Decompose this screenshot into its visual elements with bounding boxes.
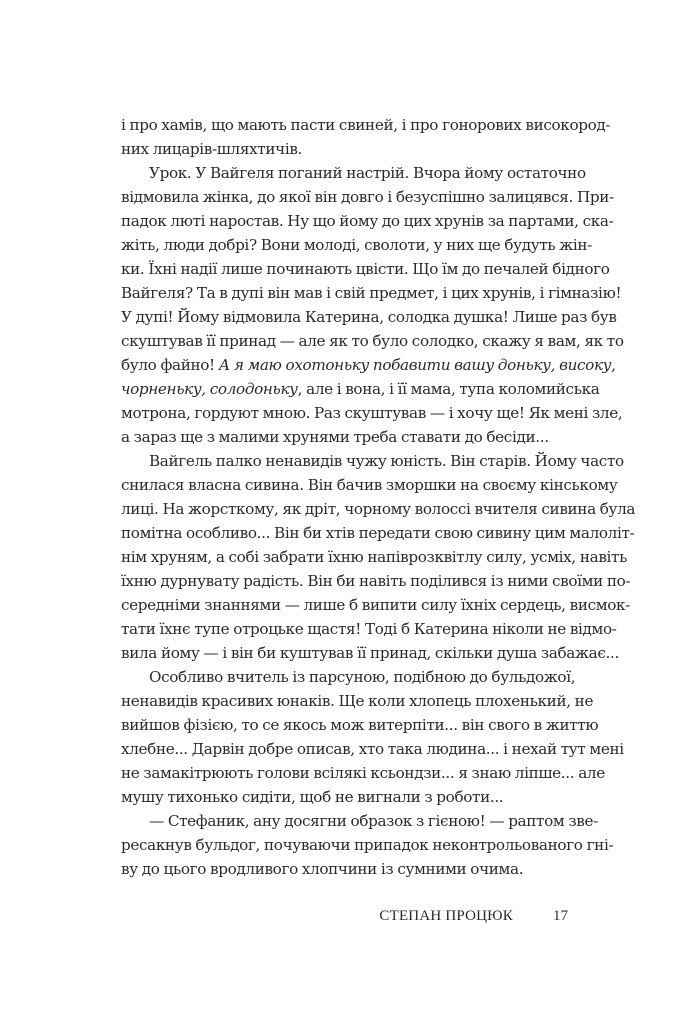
text-line	[121, 305, 617, 329]
text-segment: них лицарів-шляхтичів.	[121, 140, 303, 158]
text-line	[121, 689, 594, 713]
text-line	[121, 401, 623, 425]
text-line	[121, 329, 624, 353]
text-segment: було файно!	[121, 356, 219, 374]
text-segment: жіть, люди добрі? Вони молоді, сволоти, у них ще будуть жін-	[121, 236, 592, 254]
text-segment: не замакітрюють голови всілякі ксьондзи... я знаю ліпше... але	[121, 764, 605, 782]
text-line	[121, 617, 617, 641]
text-segment: снилася власна сивина. Він бачив зморшки на своєму кінському	[121, 476, 618, 494]
text-segment: а зараз ще з малими хрунями треба ставати до бесіди...	[121, 428, 549, 446]
text-segment: лиці. На жорсткому, як дріт, чорному волоссі вчителя сивина була	[121, 500, 636, 518]
text-line	[121, 449, 624, 473]
text-line	[121, 209, 614, 233]
text-segment: вийшов фізією, то се якось мож витерпіти... він свого в життю	[121, 716, 599, 734]
text-segment: Урок. У Вайгеля поганий настрій. Вчора йому остаточно	[149, 164, 586, 182]
text-line	[121, 593, 630, 617]
italic-text-segment: А я маю охотоньку побавити вашу доньку, високу,	[218, 356, 616, 374]
page-body-text	[121, 113, 636, 881]
text-segment: мотрона, гордуют мною. Раз скуштував — і хочу ще! Як мені зле,	[121, 404, 623, 422]
text-segment: У дупі! Йому відмовила Катерина, солодка душка! Лише раз був	[121, 308, 617, 326]
text-line	[121, 113, 611, 137]
text-segment: ненавидів красивих юнаків. Ще коли хлопець плохенький, не	[121, 692, 594, 710]
page-footer	[121, 908, 568, 928]
running-footer-author: СТЕПАН ПРОЦЮК	[379, 908, 513, 924]
text-line	[121, 377, 600, 401]
text-line	[121, 809, 598, 833]
text-line	[121, 665, 576, 689]
text-line	[121, 833, 614, 857]
text-segment: ву до цього вродливого хлопчини із сумними очима.	[121, 860, 524, 878]
text-line	[121, 161, 586, 185]
text-segment: , але і вона, і її мама, тупа коломийська	[297, 380, 600, 398]
page-number: 17	[553, 908, 568, 924]
text-line	[121, 257, 610, 281]
text-line	[121, 713, 599, 737]
text-segment: ки. Їхні надії лише починають цвісти. Що їм до печалей бідного	[121, 260, 610, 278]
text-segment: і про хамів, що мають пасти свиней, і про гонорових високород-	[121, 116, 611, 134]
text-segment: мушу тихонько сидіти, щоб не вигнали з роботи...	[121, 788, 504, 806]
text-segment: скуштував її принад — але як то було солодко, скажу я вам, як то	[121, 332, 624, 350]
text-line	[121, 137, 568, 161]
text-segment: Вайгеля? Та в дупі він мав і свій предмет, і цих хрунів, і гімназію!	[121, 284, 622, 302]
text-segment: ресакнув бульдог, почуваючи припадок неконтрольованого гні-	[121, 836, 614, 854]
text-segment: тати їхнє тупе отроцьке щастя! Тоді б Катерина ніколи не відмо-	[121, 620, 617, 638]
text-segment: середніми знаннями — лише б випити силу їхніх сердець, висмок-	[121, 596, 630, 614]
text-line	[121, 785, 568, 809]
text-segment: Особливо вчитель із парсуною, подібною до бульдожої,	[149, 668, 576, 686]
text-segment: вила йому — і він би куштував її принад, скільки душа забажає...	[121, 644, 619, 662]
text-line	[121, 545, 628, 569]
text-line	[121, 425, 568, 449]
text-segment: Вайгель палко ненавидів чужу юність. Він старів. Йому часто	[149, 452, 624, 470]
text-line	[121, 281, 622, 305]
text-line	[121, 185, 614, 209]
text-line	[121, 761, 605, 785]
text-segment: їхню дурнувату радість. Він би навіть поділився із ними своїми по-	[121, 572, 631, 590]
text-line	[121, 521, 635, 545]
text-line	[121, 473, 618, 497]
text-line	[121, 497, 636, 521]
text-segment: нім хруням, а собі забрати їхню напіврозквітлу силу, усміх, навіть	[121, 548, 628, 566]
text-line	[121, 353, 616, 377]
italic-text-segment: чорненьку, солодоньку	[121, 380, 298, 398]
text-segment: помітна особливо... Він би хтів передати свою сивину цим малоліт-	[121, 524, 635, 542]
text-line	[121, 569, 631, 593]
text-segment: відмовила жінка, до якої він довго і безуспішно залицявся. При-	[121, 188, 614, 206]
text-segment: хлебне... Дарвін добре описав, хто така людина... і нехай тут мені	[121, 740, 624, 758]
text-line	[121, 737, 624, 761]
text-line	[121, 233, 592, 257]
text-segment: падок люті наростав. Ну що йому до цих хрунів за партами, ска-	[121, 212, 614, 230]
text-line	[121, 857, 568, 881]
text-line	[121, 641, 619, 665]
text-segment: — Стефаник, ану досягни образок з гієною! — раптом зве-	[149, 812, 598, 830]
